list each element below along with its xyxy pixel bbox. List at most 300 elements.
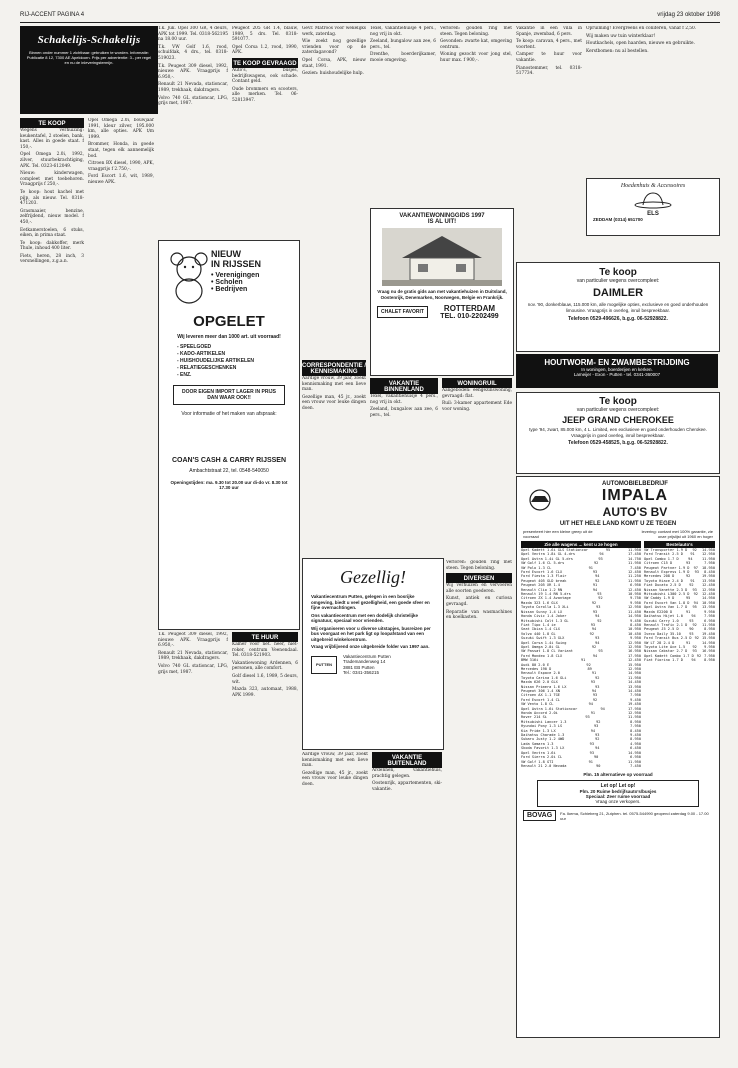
vakantie-title: VAKANTIEWONINGGIDS 1997 <box>399 213 485 219</box>
car-model: Ford Escort 1.6 CLX <box>521 570 563 575</box>
car-price: 12.450 <box>702 592 715 597</box>
car-model: Mitsubishi Lancer 1.3 <box>521 719 567 724</box>
car-model: Skoda Favorit 1.3 LX <box>521 746 565 751</box>
car-year: 92 <box>595 675 600 680</box>
car-price: 10.450 <box>628 631 641 636</box>
ad-line: Gezellige man, 45 jr., zoekt een vrouw voor leuke dingen doen. <box>302 394 366 411</box>
ad-line: Ford Escort 1.6, wit, 1989, nieuwe APK. <box>88 174 154 185</box>
impala-autos-ad <box>516 476 720 1038</box>
column-3 <box>158 26 228 236</box>
ad-line: Te koop: dakkoffer, merk Thule, inhoud 400 liter. <box>20 240 84 252</box>
car-model: Toyota Lite Ace 1.5 <box>644 644 686 649</box>
car-model: Fiat Ducato 2.5 D <box>644 583 681 588</box>
car-price: 11.250 <box>628 574 641 579</box>
car-year: 94 <box>688 556 693 561</box>
impala-bottom-3: Speciaal: Zeer ruime voorraad <box>585 794 651 800</box>
car-price: 17.450 <box>628 552 641 557</box>
impala-name2: AUTO'S BV <box>602 505 668 519</box>
ad-line: Kamer voor net. heer, niet-roker, centrum Veenendaal. Tel. 0318-521903. <box>232 642 298 659</box>
ad-intro: Wij leveren meer dan 1000 art. uit voorraad! <box>177 334 281 340</box>
car-year: 92 <box>589 631 594 636</box>
ad-line: Zeeland, bungalow aan zee, 6 pers., tel. <box>370 39 436 50</box>
car-price: 9.950 <box>704 644 715 649</box>
car-model: Mitsubishi Colt 1.3 GL <box>521 618 569 623</box>
ad-boxed-note: DOOR EIGEN IMPORT LAGER IN PRIJS DAN WAAR OOK!! <box>173 385 285 405</box>
ad-line: Opel Corsa 1.2, rood, 1990, APK. <box>232 44 298 56</box>
car-year: 93 <box>592 693 598 698</box>
car-model: Peugeot J5 2.5 D <box>644 627 679 632</box>
header-rule <box>20 22 720 23</box>
car-price: 18.950 <box>702 565 715 570</box>
gezellig-p3: Wij organiseren voor u diverse uitstapjes, busreizen per bus voorgaat en het park ligt op loopafstand van een uitgebreid winkelcentrum. <box>311 625 431 642</box>
car-year: 92 <box>692 622 697 627</box>
ad-rijssen: IN RIJSSEN <box>211 259 262 269</box>
car-year: 91 <box>591 671 597 676</box>
car-row <box>644 658 715 662</box>
car-price: 4.950 <box>630 741 641 746</box>
car-model: Citroen C15 D <box>644 561 673 566</box>
car-price: 14.450 <box>628 680 641 685</box>
car-model: Renault 21 2.0 Nevada <box>521 763 567 768</box>
car-price: 13.950 <box>702 605 715 610</box>
car-model: Citroen AX 1.1 TGE <box>521 693 560 698</box>
car-model: Ford Mondeo 1.8 CLX <box>521 653 563 658</box>
jeep-body: type '94, zwart, 85.000 km, 4 L. Limited, een exclusieve en goed onderhouden Cherokee. Vraagprijs in goed overleg, inruil bespreekbaar. <box>529 427 707 438</box>
putten-logo: PUTTEN <box>311 656 337 674</box>
car-year: 93 <box>597 592 602 597</box>
ad-line: Texel, vakantiehuisje 4 pers., nog vrij in okt. <box>370 26 436 37</box>
ad-more-info: Voor informatie of het maken van afspraak: <box>181 411 277 417</box>
ad-line: Verloren: gouden ring met steen. Tegen beloning. <box>446 560 512 571</box>
car-model: Ford Transit Bus 2.5 D <box>644 636 692 641</box>
car-year: 94 <box>592 587 598 592</box>
car-year: 93 <box>589 741 594 746</box>
car-price: 9.450 <box>630 618 641 623</box>
car-model: Mercedes 190 D <box>521 666 552 671</box>
car-model: Toyota Carina 1.6 GLi <box>521 675 567 680</box>
car-price: 10.950 <box>628 627 641 632</box>
ad-bullet-3: • Bedrijven <box>211 286 248 293</box>
ad-line: Golf diesel 1.6, 1989, 5 deurs, wit. <box>232 673 298 685</box>
car-year: 94 <box>693 600 698 605</box>
section-heading-te-huur: TE HUUR <box>232 632 298 642</box>
ad-line: Fiets, heren, 28 inch, 3 versnellingen, z.g.a.n. <box>20 253 84 265</box>
car-year: 94 <box>691 614 696 619</box>
car-year: 95 <box>692 605 697 610</box>
car-year: 92 <box>692 644 697 649</box>
car-price: 19.450 <box>702 631 715 636</box>
car-price: 8.450 <box>630 728 641 733</box>
ad-line: Gezien: huishoudelijke hulp. <box>302 71 364 77</box>
car-year: 93 <box>585 715 590 720</box>
column-6 <box>370 26 436 204</box>
car-year: 92 <box>592 697 598 702</box>
impala-bottom-4: Vraag onze verkopers. <box>595 799 641 805</box>
car-price: 7.950 <box>704 561 715 566</box>
car-year: 94 <box>588 702 593 707</box>
car-year: 94 <box>595 614 600 619</box>
car-year: 94 <box>591 689 597 693</box>
car-model: Opel Astra 1.6i Stationcar <box>521 706 578 711</box>
car-price: 12.450 <box>702 583 715 588</box>
section-heading-woningruil: WONINGRUIL <box>442 378 512 388</box>
daimler-name: DAIMLER <box>592 287 644 299</box>
car-year: 91 <box>690 578 695 583</box>
column-2 <box>88 118 154 1036</box>
vakantie-body: Vraag nu de gratis gids aan met vakantiehuizen in Duitsland, Oostenrijk, Denemarken, Noorwegen, Belgie en Frankrijk. <box>377 289 507 300</box>
section-heading-te-koop: TE KOOP <box>20 118 84 128</box>
car-model: Suzuki Swift 1.3 GLX <box>521 636 565 641</box>
impala-box-title: Bestelauto's <box>644 541 715 548</box>
car-model: Opel Omega 2.0i GL <box>521 644 560 649</box>
car-price: 12.950 <box>702 587 715 592</box>
car-price: 7.950 <box>704 653 715 658</box>
car-year: 94 <box>599 552 604 557</box>
car-model: VW Golf 1.8 GTI <box>521 759 554 764</box>
ad-line: Camper te huur voor vakantie. <box>516 52 582 63</box>
car-year: 93 <box>592 570 598 575</box>
car-price: 12.950 <box>628 711 641 716</box>
section-heading-diversen: DIVERSEN <box>446 573 512 583</box>
car-model: Renault 19 1.4 RN 5-drs <box>521 592 571 597</box>
car-year: 97 <box>693 565 698 570</box>
ad-line: Texel, vakantiehuisje 4 pers., nog vrij in okt. <box>370 394 438 405</box>
car-price: 16.950 <box>702 649 715 654</box>
car-year: 92 <box>694 636 699 641</box>
car-price: 6.450 <box>630 746 641 751</box>
gezellig-p2: Ons vakantiecentrum met een dodelijk christelijke signatuur, speciaal voor vrienden. <box>311 612 419 623</box>
car-year: 93 <box>598 649 603 654</box>
ad-line: Kunst, antiek en curiosa gevraagd. <box>446 596 512 607</box>
car-price: 8.950 <box>704 658 715 663</box>
vakantiewoninggids-ad <box>370 208 514 376</box>
section-heading-vakantie-binnenland: VAKANTIE BINNENLAND <box>370 378 438 394</box>
car-year: 92 <box>689 583 694 588</box>
impala-bottom-1: Let op! Let op! <box>600 783 636 790</box>
car-price: 14.750 <box>628 556 641 561</box>
vakantie-subtitle: IS AL UIT! <box>427 219 457 225</box>
car-model: Opel Astra 1.4i GL 5-drs <box>521 556 573 561</box>
car-year: 92 <box>595 578 600 583</box>
vakantie-city: ROTTERDAM <box>443 304 496 313</box>
gezellig-p4: Vraag vrijblijvend onze uitgebreide folder van 1997 aan. <box>311 644 430 649</box>
banner <box>20 26 158 114</box>
car-model: Peugeot 306 1.4 XN <box>521 689 560 693</box>
car-price: 6.950 <box>704 618 715 623</box>
daimler-ad <box>516 262 720 352</box>
ad-line: Aardige vrouw, 39 jaar, zoekt kennismaking met een lieve man. <box>302 376 366 393</box>
car-model: Ford Escort 1.4 CL <box>521 697 560 702</box>
ad-line: Aangeboden: eengezinswoning, gevraagd: flat. <box>442 388 512 399</box>
ad-line: Volvo 740 GL stationcar, LPG, grijs met, 1987. <box>158 95 228 107</box>
car-model: Rover 214 Si <box>521 715 547 720</box>
hat-icon <box>633 191 673 209</box>
car-year: 94 <box>592 653 598 658</box>
car-year: 92 <box>685 574 691 579</box>
impala-van-list <box>644 548 715 663</box>
ad-line: Oostenrijk, appartementen, ski-vakantie. <box>372 781 442 792</box>
car-model: Toyota Hiace 2.4 D <box>644 578 683 583</box>
car-model: Daihatsu Hijet 1.0 <box>644 614 683 619</box>
car-model: Opel Vectra 1.6i <box>521 750 556 755</box>
ad-line: Nieuw: kinderwagen, compleet met toebehoren. Vraagprijs f 250,-. <box>20 171 84 188</box>
ad-line: Pianostemmer, tel. 0318-517734. <box>516 65 582 77</box>
ad-line: T.k. Juk. Opel 300 GR, 4 deurs, APK tot 1999. Tel. 0318-562195 na 18.00 uur. <box>158 26 228 43</box>
car-price: 11.950 <box>628 759 641 764</box>
car-model: Peugeot 205 XR 1.4 <box>521 583 560 588</box>
car-year: 93 <box>596 605 601 610</box>
car-model: Hyundai Pony 1.3 LS <box>521 724 563 729</box>
car-price: 11.450 <box>628 609 641 614</box>
car-price: 12.950 <box>628 666 641 671</box>
car-model: Volvo 440 1.8 GL <box>521 631 556 636</box>
ad-line: Peugeot 205 GR 1.4, blauw, 1989, 5 drs. Tel. 0318-591077. <box>232 26 298 43</box>
ad-line: Wij maken uw tuin winterklaar! <box>586 33 656 39</box>
car-price: 6.950 <box>630 583 641 588</box>
hoedenhuis-ad <box>586 178 720 236</box>
ad-line: Gezellige man, 45 jr., zoekt een vrouw voor leuke dingen doen. <box>302 770 368 787</box>
car-year: 94 <box>591 627 597 632</box>
car-year: 93 <box>592 609 598 614</box>
car-year: 93 <box>593 724 599 729</box>
teddy-bear-icon <box>167 249 211 305</box>
ad-line: Wegens verhuizing: keukentafel, 2 stoelen, bank, kast. Alles in goede staat. f 150,-. <box>20 128 84 150</box>
ad-line: Renault 21 Nevada, stationcar, 1989, trekhaak, dakdragers. <box>158 650 228 662</box>
car-year: 92 <box>595 737 600 742</box>
ad-line: Wie zoekt nog gezellige vrienden voor op de zaterdagavond? <box>302 39 366 56</box>
houtworm-ad <box>516 354 718 388</box>
car-year: 93 <box>589 750 594 755</box>
car-year: 91 <box>592 583 598 588</box>
column-3-lower <box>158 632 228 1036</box>
gezellig-address: Vakantiecentrum Putten Trademandenweg 14 3881 EB Putten Tel.: 0341-356215 <box>343 653 391 675</box>
ad-opgelet: OPGELET <box>193 313 265 330</box>
car-year: 93 <box>595 733 600 738</box>
car-model: Renault Espace 2.0 <box>521 671 560 676</box>
car-model: Daihatsu Charade 1.3 <box>521 733 565 738</box>
car-price: 9.950 <box>630 600 641 605</box>
car-model: Peugeot Partner 1.9 D <box>644 565 690 570</box>
car-price: 11.950 <box>628 578 641 583</box>
car-year: 91 <box>588 565 593 570</box>
ad-line: Ardennen, vakantiehuis, prachtig gelegen. <box>372 768 442 779</box>
car-year: 91 <box>588 759 593 764</box>
car-model: Opel Corsa 1.4i Swing <box>521 640 567 645</box>
car-price: 11.950 <box>702 556 715 561</box>
section-heading-vakantie-buitenland: VAKANTIE BUITENLAND <box>372 752 442 768</box>
jeep-head: Te koop <box>599 396 637 407</box>
ad-line: Ruil: 3-kamer appartement Ede voor woning. <box>442 401 512 412</box>
car-model: Ford Transit 2.5 D <box>644 552 683 557</box>
car-price: 19.450 <box>628 702 641 707</box>
car-price: 9.450 <box>630 697 641 702</box>
car-model: Ford Escort Van 1.8 D <box>644 600 690 605</box>
car-model: Seat Ibiza 1.4 CLX <box>521 627 560 632</box>
ad-line: Kerstbomen: nu al bestellen. <box>586 48 649 54</box>
ad-line: Gevr. Matroos voor wekelijks werk, zaterdag. <box>302 26 366 37</box>
impala-table-head: Zie alle wagens ... kent u ze hogen <box>521 541 641 548</box>
car-price: 12.950 <box>628 640 641 645</box>
jeep-name: JEEP GRAND CHEROKEE <box>562 415 674 425</box>
car-model: Ford Fiesta 1.3 Flair <box>521 574 567 579</box>
car-model: Honda Accord 2.0i <box>521 711 558 716</box>
ad-hours: Openingstijden: ma. 9.30 tot 20.00 uur di-do vr. 8.30 tot 17.30 uur <box>170 480 288 490</box>
daimler-body: nov. '90, donkerblauw, 115.000 km, alle mogelijke opties, exclusieve en goed onderhouden limousine. Vraagprijs in overleg, inruil bespreekbaar. <box>527 302 709 313</box>
car-year: 92 <box>693 592 698 597</box>
ad-line: T.k. VW Golf 1.6, rood, schuifdak, 4 drs., tel. 0318-519023. <box>158 44 228 61</box>
column-7-lower <box>446 560 512 1036</box>
car-price: 17.950 <box>628 706 641 711</box>
ad-line: Auto's, busjes, bedrijfswagens, ook schade. Contant geld. <box>232 67 298 85</box>
ad-items: - SPEELGOED - KADO-ARTIKELEN - HUISHOUDELIJKE ARTIKELEN - RELATIEGESCHENKEN - ENZ. <box>177 344 255 378</box>
ad-bullet-1: • Verenigingen <box>211 272 260 279</box>
car-year: 92 <box>597 618 602 623</box>
car-model: BMW 316i <box>521 658 539 663</box>
car-price: 7.950 <box>630 724 641 729</box>
car-price: 15.950 <box>702 636 715 641</box>
column-6-bottom <box>372 752 442 1036</box>
car-model: Mazda E2200 D <box>644 609 673 614</box>
header-right: vrijdag 23 oktober 1998 <box>657 12 720 18</box>
car-model: VW Passat 1.8 CL Variant <box>521 649 573 654</box>
car-model: Opel Combo 1.7 D <box>644 556 679 561</box>
car-model: Subaru Justy 1.2 4WD <box>521 737 565 742</box>
car-model: Kia Pride 1.3 LX <box>521 728 556 733</box>
car-model: Mazda 323 1.6 GLX <box>521 600 558 605</box>
column-6b <box>440 26 512 204</box>
ad-line: Oude brommers en scooters, alle merken. Tel. 06-52813947. <box>232 86 298 103</box>
car-model: Toyota Corolla 1.3 XLi <box>521 605 569 610</box>
car-year: 92 <box>596 719 601 724</box>
car-model: Peugeot 405 GLD break <box>521 578 567 583</box>
car-model: Honda Civic 1.4 Joker <box>521 614 567 619</box>
ad-line: Vakantiewoning Ardennen, 6 personen, alle comfort. <box>232 660 298 672</box>
houtworm-sub: In woningen, boerderijen en kerken. <box>581 367 653 372</box>
column-9 <box>586 26 718 176</box>
ad-line: Vakantie in een villa in Spanje, zwembad, 6 pers. <box>516 26 582 37</box>
car-year: 93 <box>598 556 603 561</box>
ad-line: Citroen BX diesel, 1990, APK, vraagprijs f 2.750,-. <box>88 161 154 172</box>
car-year: 92 <box>598 596 603 601</box>
car-price: 14.950 <box>628 671 641 676</box>
car-price: 8.450 <box>704 570 715 575</box>
car-price: 11.950 <box>628 548 641 552</box>
column-5-lower <box>302 360 366 550</box>
ad-line: Woning gezocht voor jong stel, huur max. f 900,-. <box>440 52 512 63</box>
car-year: 92 <box>591 600 597 605</box>
vakantie-tel: TEL. 010-2202499 <box>440 313 499 320</box>
car-year: 91 <box>581 658 586 663</box>
banner-title: Schakelijs-Schakelijs <box>37 34 141 46</box>
car-year: 94 <box>600 706 605 711</box>
car-price: 15.950 <box>628 662 641 667</box>
car-price: 13.950 <box>702 578 715 583</box>
section-heading-te-koop-gevraagd: TE KOOP GEVRAAGD <box>232 58 298 68</box>
car-year: 92 <box>696 653 702 658</box>
car-price: 10.950 <box>628 592 641 597</box>
car-price: 12.950 <box>628 605 641 610</box>
car-year: 93 <box>685 561 691 566</box>
jeep-ad <box>516 392 720 474</box>
hoedenhuis-name: ELS <box>647 211 659 217</box>
car-model: Nissan Sunny 1.4 LX <box>521 609 563 614</box>
daimler-sub: van particulier wegens overcompleet: <box>576 278 660 284</box>
car-model: Mercedes 208 D <box>644 574 675 579</box>
car-year: 94 <box>691 658 696 663</box>
car-price: 10.950 <box>702 600 715 605</box>
car-price: 7.450 <box>630 763 641 768</box>
car-year: 91 <box>685 609 691 614</box>
houtworm-addr: Lameijer - Exon - Putten - tel. 0341-360007 <box>573 372 661 377</box>
car-model: Citroen ZX 1.4 Avantage <box>521 596 571 601</box>
car-price: 12.450 <box>628 587 641 592</box>
ad-line: T.k. Peugeot 309 diesel, 1992, nieuwe APK. Vraagprijs f 6.950,-. <box>158 632 228 649</box>
column-5-bottom <box>302 752 368 1036</box>
car-price: 9.950 <box>630 636 641 641</box>
car-year: 94 <box>590 728 596 733</box>
ad-bullet-2: • Scholen <box>211 279 243 286</box>
chalet-favorit-logo: CHALET FAVORIT <box>377 306 428 318</box>
gezellig-p1: Vakantiecentrum Putten, gelegen in een bosrijke omgeving, biedt u veel gezelligheid, een goede sfeer en fijne overnachtingen. <box>311 594 430 610</box>
ad-line: Drenthe, boerderijkamer, mooie omgeving. <box>370 52 436 63</box>
car-model: Opel Astra Van 1.7 D <box>644 605 688 610</box>
car-model: Fiat Fiorino 1.7 D <box>644 658 683 663</box>
car-price: 11.950 <box>628 675 641 680</box>
ad-line: Opel Corsa, APK, nieuw staat, 1991. <box>302 57 366 69</box>
chalet-photo <box>382 228 502 286</box>
car-price: 8.950 <box>704 627 715 632</box>
car-year: 93 <box>595 684 600 689</box>
jeep-sub: van particulier wegens overcompleet: <box>576 407 660 413</box>
car-year: 93 <box>692 587 697 592</box>
car-model: Nissan Vanette 2.3 D <box>644 587 688 592</box>
header-left: RIJ-ACCENT PAGINA 4 <box>20 12 85 18</box>
car-price: 7.450 <box>630 565 641 570</box>
car-model: Nissan Cabstar 2.7 D <box>644 649 688 654</box>
daimler-head: Te koop <box>599 267 637 278</box>
car-year: 89 <box>587 666 592 671</box>
car-year: 93 <box>595 636 600 641</box>
impala-car-list <box>521 548 641 768</box>
section-heading-correspondentie: CORRESPONDENTIE / KENNISMAKING <box>302 360 366 376</box>
car-price: 12.450 <box>628 658 641 663</box>
column-4-lower <box>232 632 298 1036</box>
car-price: 11.950 <box>628 561 641 566</box>
ad-line: Brommer, Honda, in goede staat, tegen elk aannemelijk bod. <box>88 142 154 159</box>
column-6-lower <box>370 378 438 556</box>
gezellig-title: Gezellig! <box>340 567 406 587</box>
banner-sub: Binnen onder nummer 1 zichtbaar: gebruiken te worden. Informatie: Publicatie 8 12, 7300 AE Apeldoorn. Prijs per advertentie: 3.- per regel en nu de inleveringstermijn. <box>26 50 152 65</box>
car-model: Opel Kadett 1.6i GLS Stationcar <box>521 548 589 552</box>
ad-line: Verloren: gouden ring met steen. Tegen beloning. <box>440 26 512 37</box>
car-year: 94 <box>595 574 600 579</box>
car-logo-icon <box>523 489 557 511</box>
car-price: 8.950 <box>630 737 641 742</box>
car-price: 9.750 <box>630 596 641 601</box>
car-model: Opel Kadett Combo 1.7 D <box>644 653 694 658</box>
impala-bottom-2: Plm. 20 Ruime bedrijfsauto's/busjes <box>579 789 657 795</box>
car-model: VW Caddy 1.9 D <box>644 596 675 601</box>
car-price: 8.950 <box>630 719 641 724</box>
car-year: 91 <box>685 640 691 645</box>
impala-footer: Fa. Ikema, Schieberg 21, Zutphen. tel. 0575-544990 geopend zaterdag 9.00 - 17.00 uur <box>560 810 709 821</box>
car-model: Mitsubishi L300 2.5 D <box>644 592 690 597</box>
daimler-tel: Telefoon 0529-496626, b.g.g. 06-52928822. <box>568 316 668 322</box>
car-price: 12.450 <box>628 570 641 575</box>
ad-line: Opruiming! Evergreens en coniferen, vanaf f 2,50. <box>586 26 697 31</box>
ad-line: Renault 21 Nevada, stationcar, 1989, trekhaak, dakdragers. <box>158 82 228 93</box>
car-price: 14.450 <box>628 689 641 693</box>
